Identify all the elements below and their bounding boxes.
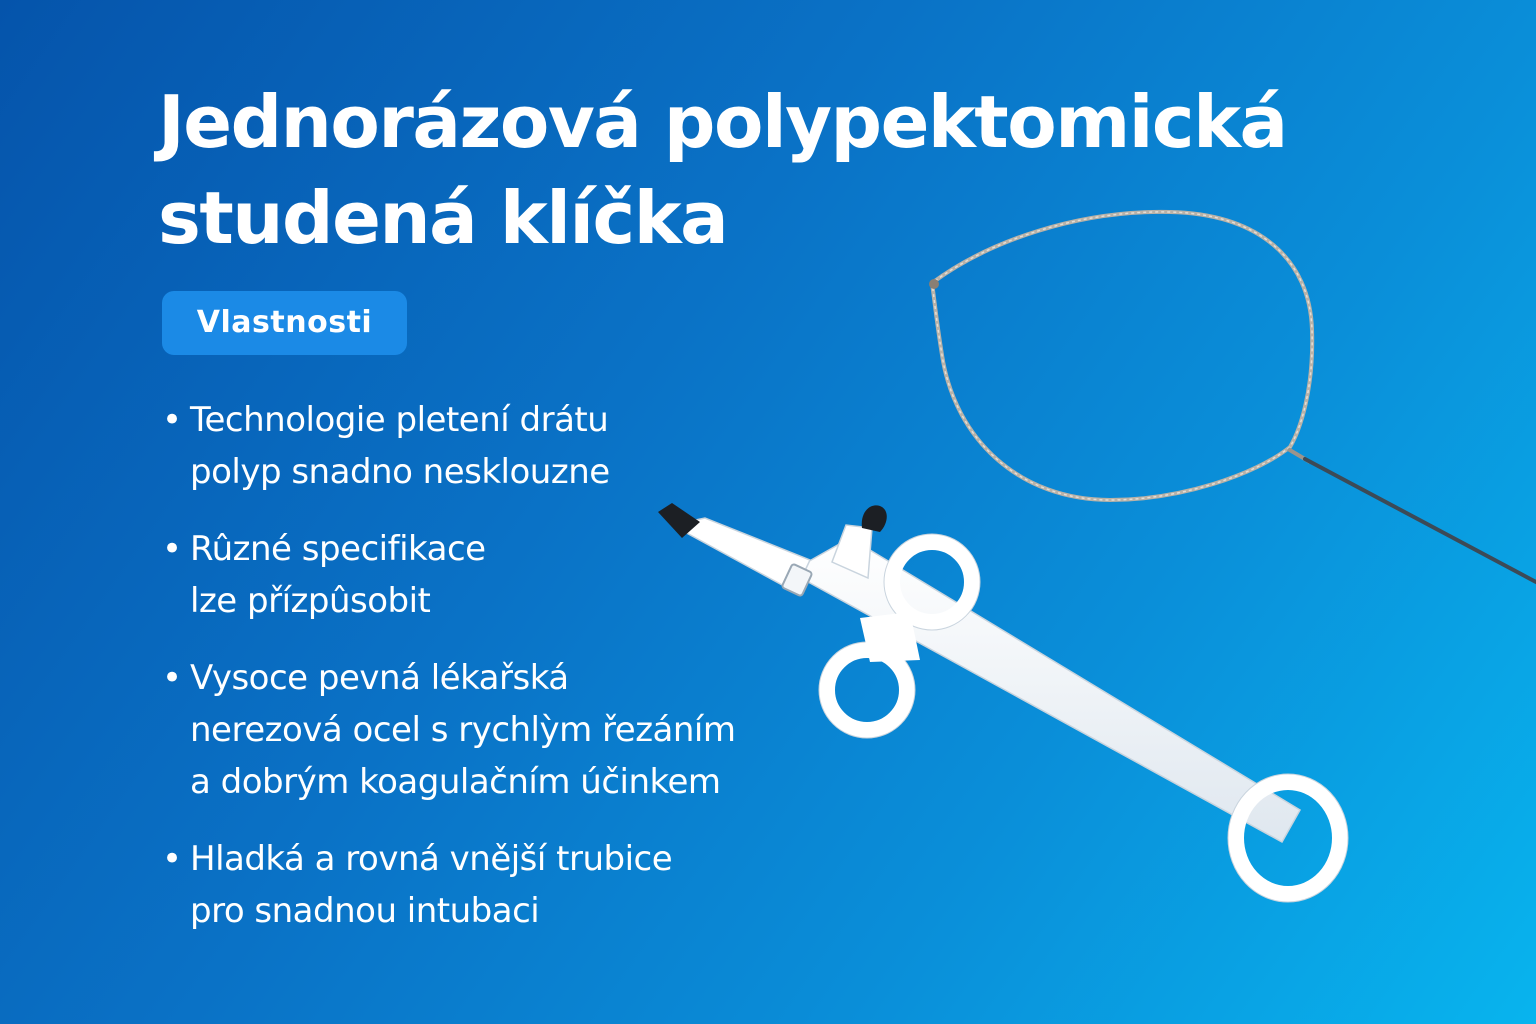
catheter-sheath-icon <box>1305 459 1536 582</box>
feature-line: pro snadnou intubaci <box>190 891 540 931</box>
handle-icon <box>658 503 1348 902</box>
feature-line: polyp snadno nesklouzne <box>190 452 610 492</box>
feature-line: lze přízpûsobit <box>190 581 431 621</box>
bullet-icon: • <box>162 400 182 440</box>
bullet-icon: • <box>162 658 182 698</box>
features-badge: Vlastnosti <box>162 291 407 355</box>
feature-line: nerezová ocel s rychlỳm řezáním <box>190 710 736 750</box>
feature-line: Vysoce pevná lékařská <box>190 658 569 698</box>
bullet-icon: • <box>162 839 182 879</box>
title-line-2: studená klíčka <box>158 176 728 260</box>
bullet-icon: • <box>162 529 182 569</box>
feature-line: a dobrým koagulačním účinkem <box>190 762 721 802</box>
title-line-1: Jednorázová polypektomická <box>158 80 1287 164</box>
snare-loop-icon <box>929 212 1312 500</box>
feature-line: Technologie pletení drátu <box>190 400 609 440</box>
feature-line: Rûzné specifikace <box>190 529 486 569</box>
feature-line: Hladká a rovná vnější trubice <box>190 839 673 879</box>
